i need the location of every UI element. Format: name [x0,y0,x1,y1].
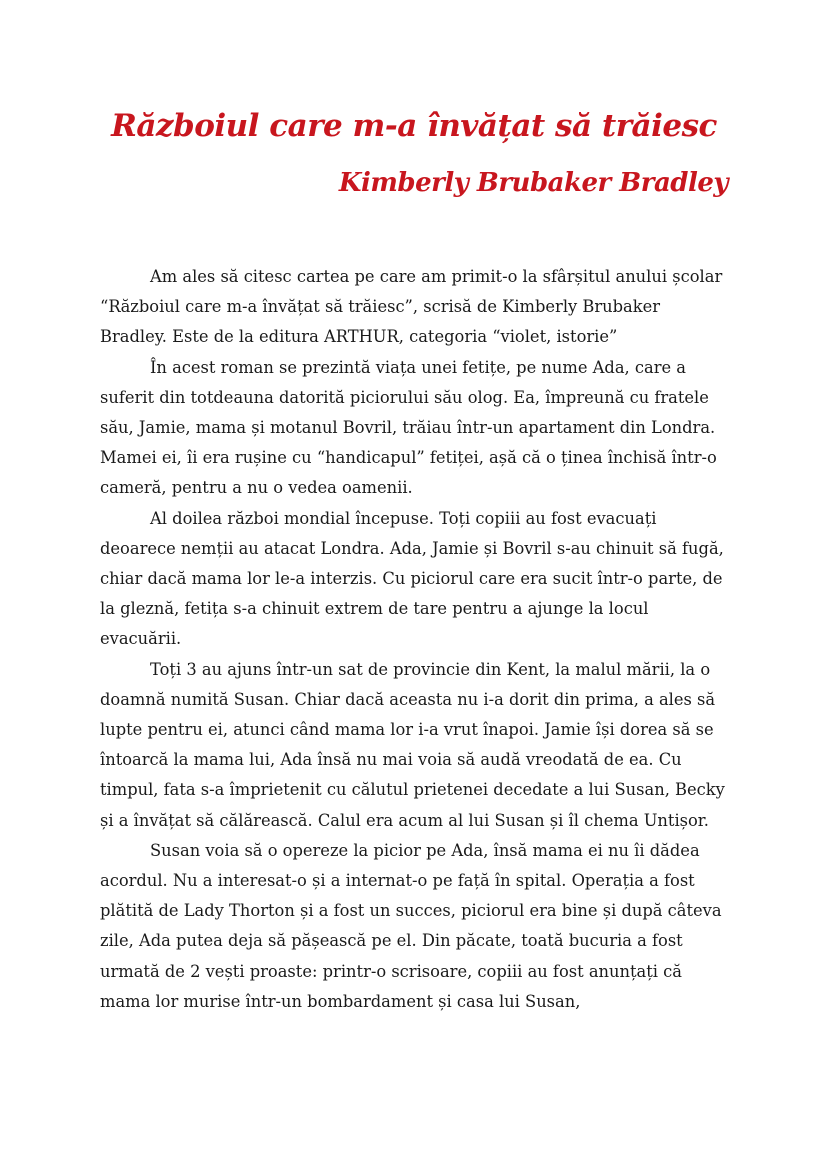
document-body [100,262,732,1017]
document-author: Kimberly Brubaker Bradley [338,168,728,198]
paragraph: Toți 3 au ajuns într-un sat de provincie din Kent, la malul mării, la o doamnă numită Susan. Chiar dacă aceasta nu i-a dorit din prima, a ales să lupte pentru ei, atunci când mama lor i-a vrut înapoi. Jamie își dorea să se întoarcă la mama lui, Ada însă nu mai voia să audă vreodată de ea. Cu timpul, fata s-a împrietenit cu călutul prietenei decedate a lui Susan, Becky și a învățat să călărească. Calul era acum al lui Susan și îl chema Untișor. [100,659,725,830]
paragraph: Susan voia să o opereze la picior pe Ada, însă mama ei nu îi dădea acordul. Nu a interesat-o și a internat-o pe față în spital. Operația a fost plătită de Lady Thorton și a fost un succes, piciorul era bine și după câteva zile, Ada putea deja să pășească pe el. Din păcate, toată bucuria a fost urmată de 2 vești proaste: printr-o scrisoare, copiii au fost anunțați că mama lor murise într-un bombardament și casa lui Susan, [100,840,722,1011]
document-title: Războiul care m-a învățat să trăiesc [111,108,717,144]
paragraph: Am ales să citesc cartea pe care am primit-o la sfârșitul anului școlar “Războiul care m-a învățat să trăiesc”, scrisă de Kimberly Brubaker Bradley. Este de la editura ARTHUR, categoria “violet, istorie” [100,267,723,347]
paragraph: În acest roman se prezintă viața unei fetițe, pe nume Ada, care a suferit din totdeauna datorită piciorului său olog. Ea, împreună cu fratele său, Jamie, mama și motanul Bovril, trăiau într-un apartament din Londra. Mamei ei, îi era rușine cu “handicapul” fetiței, așă că o ținea închisă într-o cameră, pentru a nu o vedea oamenii. [100,357,717,498]
paragraph: Al doilea război mondial începuse. Toți copiii au fost evacuați deoarece nemții au atacat Londra. Ada, Jamie și Bovril s-au chinuit să fugă, chiar dacă mama lor le-a interzis. Cu piciorul care era sucit într-o parte, de la gleznă, fetița s-a chinuit extrem de tare pentru a ajunge la locul evacuării. [100,508,724,649]
